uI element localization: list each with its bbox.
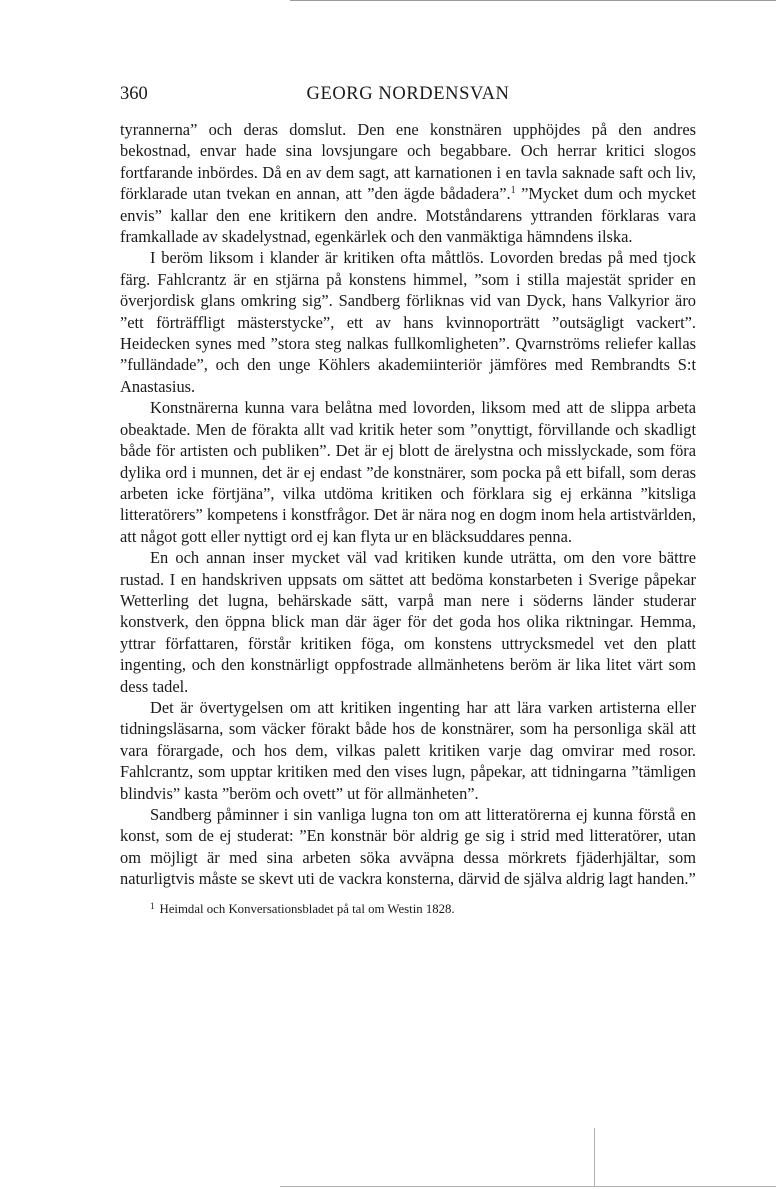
paragraph-5: Det är övertygelsen om att kritiken ingenting har att lära varken artisterna eller tidningsläsarna, som väcker förakt både hos de konstnärer, som ha personliga skäl att vara förargade, och hos dem, vilkas palett kritiken varje dag omvirar med rosor. Fahlcrantz, som upptar kritiken med den vises lugn, påpekar, att tidningarna ”tämligen blindvis” kasta ”beröm och ovett” ut för allmänheten”. [120,697,696,803]
running-head [120,80,696,108]
scan-edge-side [594,1128,595,1186]
running-title: GEORG NORDENSVAN [306,84,510,104]
page-number: 360 [120,84,148,104]
scan-edge-bottom [280,1186,776,1187]
paragraph-3: Konstnärerna kunna vara belåtna med lovorden, liksom med att de slippa arbeta obeaktade. Men de förakta allt vad kritik heter som ”onyttigt, förvillande och skadligt både för artisten och publiken”. Det är ej blott de ärelystna och misslyckade, som föra dylika ord i munnen, det är ej endast ”de konstnärer, som pocka på ett bifall, som deras arbeten icke förtjäna”, vilka utdöma kritiken och förklara sig ej erkänna ”kitsliga litteratörers” kompetens i konstfrågor. Det är nära nog en dogm inom hela artistvärlden, att något gott eller nyttigt ord ej kan flyta ur en bläcksuddares penna. [120,398,696,546]
scan-edge-top [290,0,776,1]
paragraph-1 [120,119,696,247]
paragraph-4: En och annan inser mycket väl vad kritiken kunde uträtta, om den vore bättre rustad. I en handskriven uppsats om sättet att bedöma konstarbeten i Sverige påpekar Wetterling det lugna, behärskade sätt, varpå man nere i söderns länder studerar konstverk, den öppna blick man där äger för det goda hos olika riktningar. Hemma, yttrar författaren, förstår kritiken föga, om konstens uttrycksmedel vet den platt ingenting, och den konstnärligt oppfostrade allmänhetens beröm är lika litet värt som dess tadel. [120,548,696,696]
footnote-reference[interactable]: 1 [510,185,516,197]
paragraph-2: I beröm liksom i klander är kritiken ofta måttlös. Lovorden bredas på med tjock färg. Fahlcrantz är en stjärna på konstens himmel, ”som i stilla majestät sprider en överjordisk glans omkring sig”. Sandberg förliknas vid van Dyck, hans Valkyrior äro ”ett förträffligt mästerstycke”, ett av hans kvinnoporträtt ”outsägligt vackert”. Heidecken synes med ”stora steg nalkas fullkomligheten”. Qvarnströms reliefer kallas ”fulländade”, och den unge Köhlers akademiinteriör jämföres med Rembrandts S:t Anastasius. [120,248,696,396]
paragraph-1-continuation: ”Mycket dum och mycket envis” kallar den ene kritikern den andre. Motståndarens yttranden förklaras vara framkallade av skadelystnad, egenkärlek och den vanmäktiga hämndens ilska. [120,184,696,247]
paragraph-6: Sandberg påminner i sin vanliga lugna ton om att litteratörerna ej kunna förstå en konst, som de ej studerat: ”En konstnär bör aldrig ge sig i strid med litteratörer, utan om möjligt är med sina arbeten söka avväpna dessa mörkrets fjäderhjältar, som naturligtvis måste se skevt uti de vackra konsterna, därvid de själva aldrig lagt handen.” [120,805,696,889]
book-page [120,80,696,918]
footnote [120,900,696,918]
paragraph-1-text: tyrannerna” och deras domslut. Den ene konstnären upphöjdes på den andres bekostnad, envar hade sina lovsjungare och begabbare. Och herrar kritici slogos fortfarande inbördes. Då en av dem sagt, att karnationen i en tavla saknade saft och liv, förklarade utan tvekan en annan, att ”den ägde bådadera”. [120,120,696,204]
body-text [120,119,696,890]
footnote-mark: 1 [150,900,155,911]
footnote-text: Heimdal och Konversationsbladet på tal om Westin 1828. [159,901,455,916]
